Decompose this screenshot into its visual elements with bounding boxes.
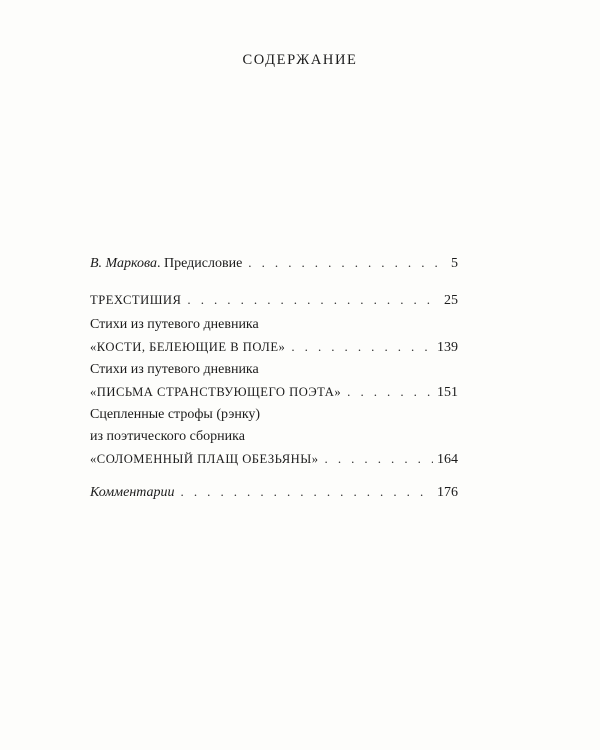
entry-title: «СОЛОМЕННЫЙ ПЛАЩ ОБЕЗЬЯНЫ» <box>90 452 319 466</box>
entry-title: Предисловие <box>164 256 243 271</box>
entry-subtitle: Стихи из путевого дневника <box>90 362 259 377</box>
toc-entry-tercets[interactable] <box>90 289 458 311</box>
dot-leader <box>248 252 447 274</box>
page-number: 164 <box>437 452 458 467</box>
toc-entry-letters[interactable] <box>90 359 458 403</box>
entry-author: В. Маркова <box>90 256 158 271</box>
dot-leader <box>181 481 433 503</box>
dot-leader <box>325 448 433 470</box>
page-number: 151 <box>437 385 458 400</box>
entry-title: «КОСТИ, БЕЛЕЮЩИЕ В ПОЛЕ» <box>90 340 286 354</box>
page-number: 5 <box>451 256 458 271</box>
entry-subtitle: Сцепленные строфы (рэнку) <box>90 407 261 422</box>
page-number: 25 <box>444 293 458 308</box>
page-number: 139 <box>437 340 458 355</box>
dot-leader <box>347 381 433 403</box>
entry-title: «ПИСЬМА СТРАНСТВУЮЩЕГО ПОЭТА» <box>90 385 342 399</box>
entry-subtitle-2: из поэтического сборника <box>90 429 245 444</box>
toc-entry-bones[interactable] <box>90 314 458 358</box>
page-title: СОДЕРЖАНИЕ <box>242 52 358 68</box>
toc-entry-straw-cloak[interactable] <box>90 404 458 470</box>
dot-leader <box>291 336 433 358</box>
entry-subtitle: Стихи из путевого дневника <box>90 317 259 332</box>
toc-entry-commentary[interactable] <box>90 481 458 503</box>
dot-leader <box>187 289 440 311</box>
page-number: 176 <box>437 485 458 500</box>
entry-title: Комментарии <box>90 485 175 500</box>
toc-entry-preface[interactable]: В. Маркова . Предисловие . . . 5 <box>90 252 458 274</box>
entry-title: ТРЕХСТИШИЯ <box>90 293 182 307</box>
